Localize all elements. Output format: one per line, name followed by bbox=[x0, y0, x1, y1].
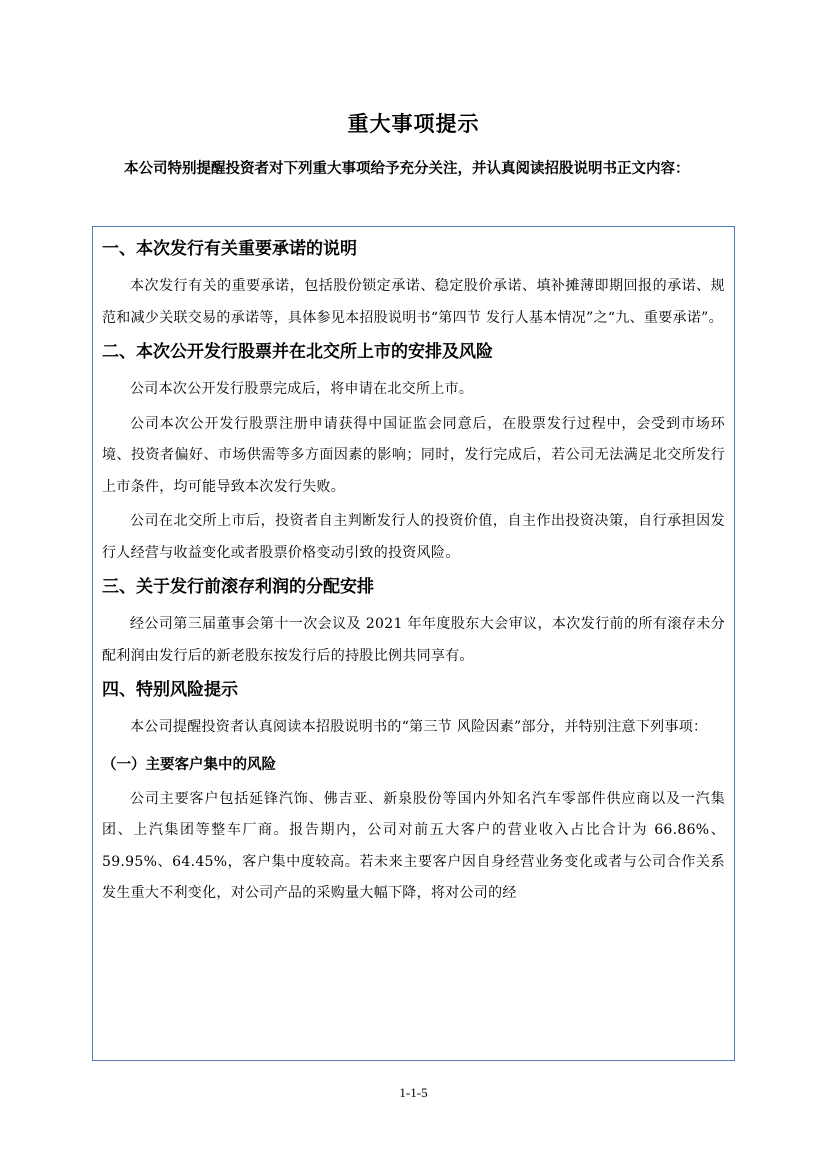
section-4-heading: 四、特别风险提示 bbox=[102, 680, 238, 700]
intro-notice: 本公司特别提醒投资者对下列重大事项给予充分关注，并认真阅读招股说明书正文内容： bbox=[124, 161, 690, 177]
section-2-paragraph-2: 公司本次公开发行股票注册申请获得中国证监会同意后，在股票发行过程中，会受到市场环境、投资者偏好、市场供需等多方面因素的影响；同时，发行完成后，若公司无法满足北交所发行上市条件，均可能导致本次发行失败。 bbox=[102, 415, 725, 495]
section-2-heading: 二、本次公开发行股票并在北交所上市的安排及风险 bbox=[102, 342, 493, 362]
notice-box bbox=[92, 226, 735, 1061]
section-3-heading: 三、关于发行前滚存利润的分配安排 bbox=[102, 577, 374, 597]
section-1-paragraph: 本次发行有关的重要承诺，包括股份锁定承诺、稳定股价承诺、填补摊薄即期回报的承诺、规范和减少关联交易的承诺等，具体参见本招股说明书“第四节 发行人基本情况”之“九、重要承诺”。 bbox=[102, 278, 725, 326]
subsection-1-heading: （一）主要客户集中的风险 bbox=[102, 756, 276, 773]
section-1-heading: 一、本次发行有关重要承诺的说明 bbox=[102, 239, 357, 259]
page-number: 1-1-5 bbox=[399, 1085, 428, 1100]
subsection-1-paragraph: 公司主要客户包括延锋汽饰、佛吉亚、新泉股份等国内外知名汽车零部件供应商以及一汽集团、上汽集团等整车厂商。报告期内，公司对前五大客户的营业收入占比合计为 66.86%、59.95%、64.45%，客户集中度较高。若未来主要客户因自身经营业务变化或者与公司合作关系发生重大不利变化，对公司产品的采购量大幅下降，将对公司的经 bbox=[102, 790, 725, 901]
page-title: 重大事项提示 bbox=[347, 112, 480, 136]
section-2-paragraph-3: 公司在北交所上市后，投资者自主判断发行人的投资价值，自主作出投资决策，自行承担因发行人经营与收益变化或者股票价格变动引致的投资风险。 bbox=[102, 513, 725, 561]
section-3-paragraph: 经公司第三届董事会第十一次会议及 2021 年年度股东大会审议，本次发行前的所有滚存未分配利润由发行后的新老股东按发行后的持股比例共同享有。 bbox=[102, 616, 725, 664]
section-4-paragraph: 本公司提醒投资者认真阅读本招股说明书的“第三节 风险因素”部分，并特别注意下列事项： bbox=[130, 719, 708, 735]
section-2-paragraph-1: 公司本次公开发行股票完成后，将申请在北交所上市。 bbox=[130, 381, 474, 397]
